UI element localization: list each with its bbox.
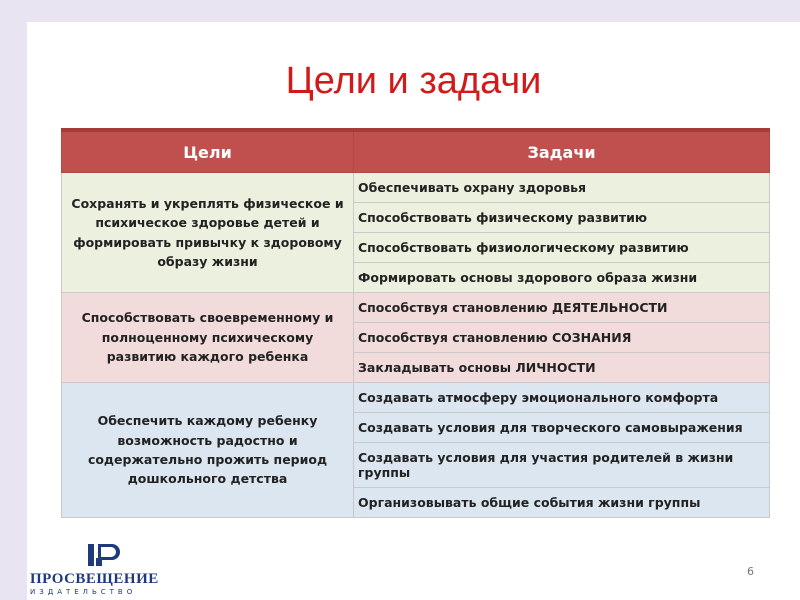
table-row (62, 383, 770, 413)
task-cell: Организовывать общие события жизни группы (354, 488, 770, 518)
task-cell: Создавать атмосферу эмоционального комфорта (354, 383, 770, 413)
task-cell: Формировать основы здорового образа жизни (354, 263, 770, 293)
goal-cell-childhood: Обеспечить каждому ребенку возможность радостно и содержательно прожить период дошкольного детства (62, 383, 354, 518)
task-cell: Способствовать физиологическому развитию (354, 233, 770, 263)
table-row (62, 173, 770, 203)
task-cell: Способствуя становлению ДЕЯТЕЛЬНОСТИ (354, 293, 770, 323)
table-row (62, 293, 770, 323)
goal-cell-health: Сохранять и укреплять физическое и психическое здоровье детей и формировать привычку к здоровому образу жизни (62, 173, 354, 293)
slide-title: Цели и задачи (285, 60, 542, 102)
task-cell: Обеспечивать охрану здоровья (354, 173, 770, 203)
page-number: 6 (747, 565, 754, 578)
header-tasks: Задачи (354, 130, 770, 173)
publisher-subtitle: ИЗДАТЕЛЬСТВО (30, 588, 137, 596)
task-cell: Способствовать физическому развитию (354, 203, 770, 233)
publisher-name: ПРОСВЕЩЕНИЕ (30, 571, 159, 587)
goal-cell-development: Способствовать своевременному и полноценному психическому развитию каждого ребенка (62, 293, 354, 383)
goals-tasks-table (61, 128, 770, 518)
task-cell: Создавать условия для участия родителей в жизни группы (354, 443, 770, 488)
task-cell: Закладывать основы ЛИЧНОСТИ (354, 353, 770, 383)
task-cell: Способствуя становлению СОЗНАНИЯ (354, 323, 770, 353)
table-header-row (62, 130, 770, 173)
header-goals: Цели (62, 130, 354, 173)
slide (27, 22, 800, 600)
task-cell: Создавать условия для творческого самовыражения (354, 413, 770, 443)
